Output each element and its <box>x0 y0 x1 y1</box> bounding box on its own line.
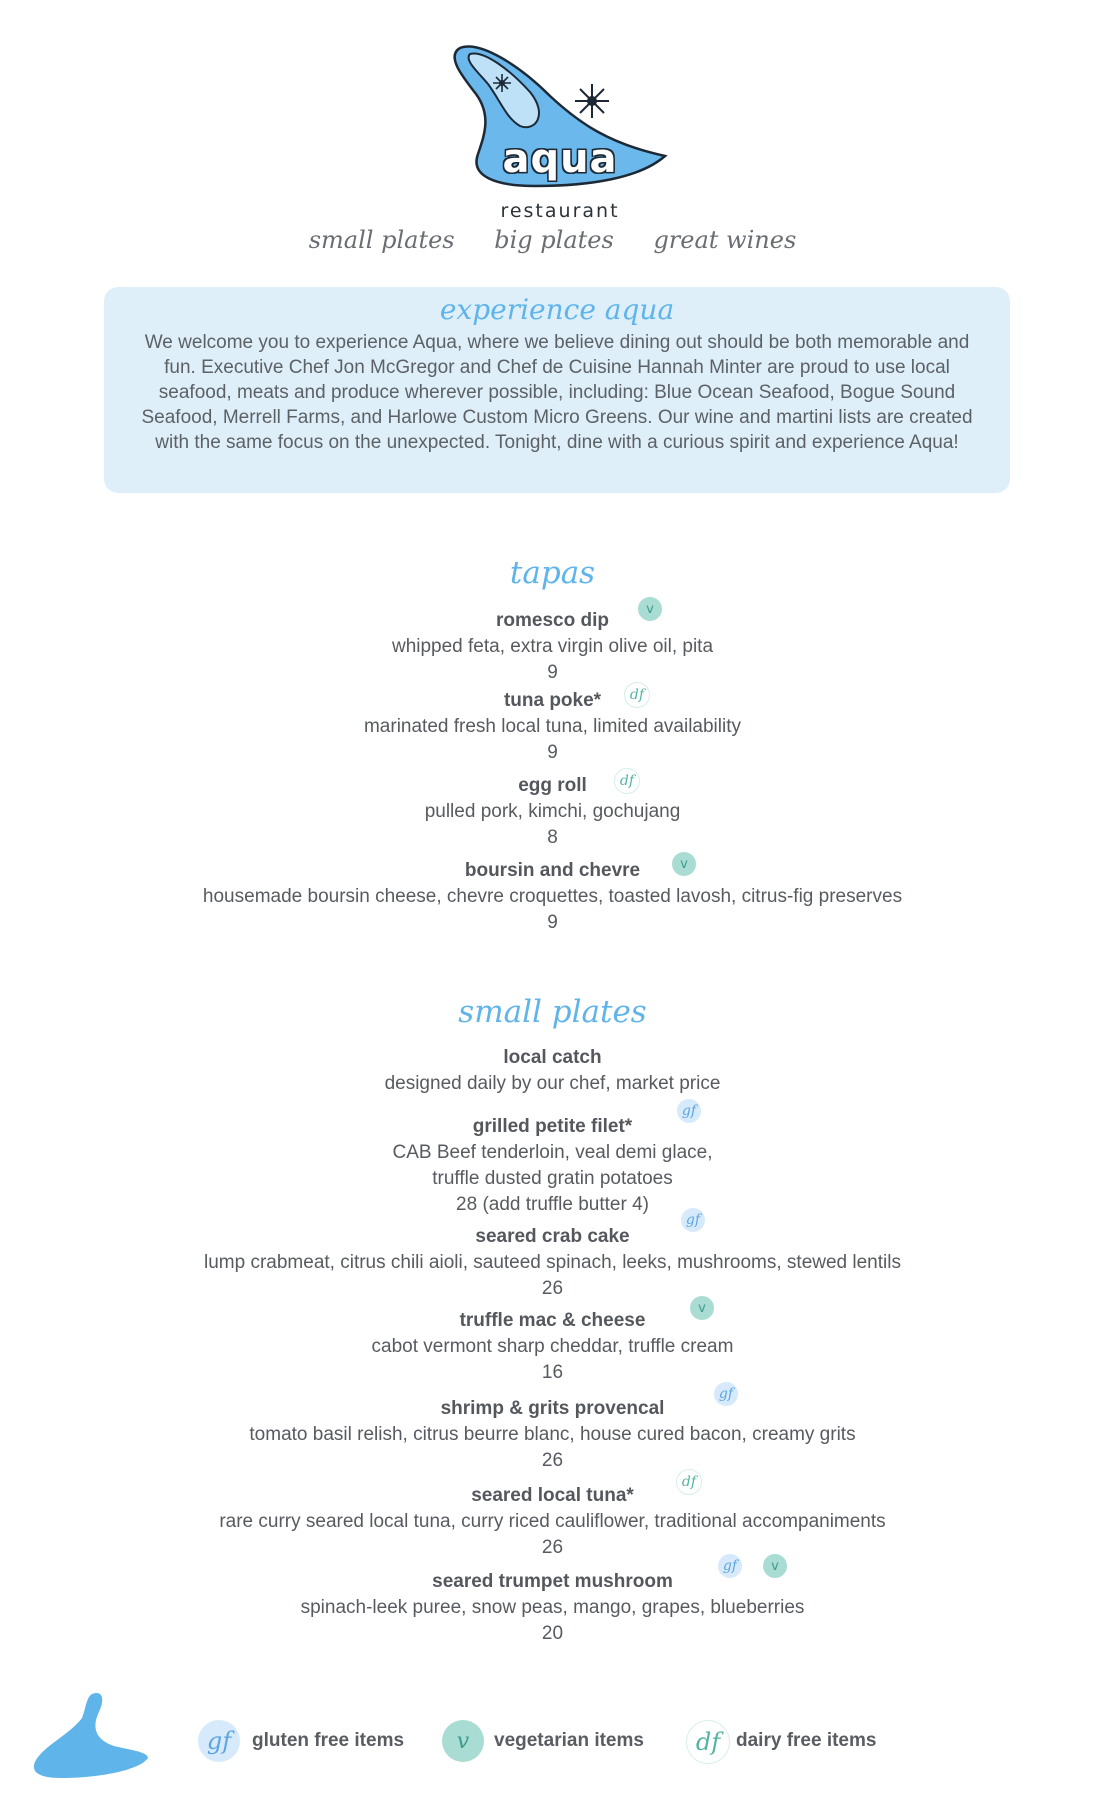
gluten-free-badge-icon: gf <box>677 1099 701 1123</box>
gluten-free-badge-icon: gf <box>681 1208 705 1232</box>
gluten-free-badge-icon: gf <box>714 1382 738 1406</box>
vegetarian-badge-icon: v <box>442 1720 484 1762</box>
menu-item <box>0 1114 1105 1218</box>
logo-wordmark: aqua <box>502 136 618 182</box>
tagline-item: big plates <box>494 226 614 254</box>
menu-item <box>0 1483 1105 1561</box>
item-price: 9 <box>547 912 558 933</box>
item-description: tomato basil relish, citrus beurre blanc, house cured bacon, creamy grits <box>249 1424 856 1445</box>
item-description-line2: truffle dusted gratin potatoes <box>432 1168 673 1189</box>
item-name: egg roll <box>518 775 587 796</box>
logo <box>440 36 680 236</box>
item-description: pulled pork, kimchi, gochujang <box>424 801 681 822</box>
tagline <box>0 226 1105 254</box>
legend-label: vegetarian items <box>494 1730 644 1751</box>
item-price: 20 <box>541 1623 564 1644</box>
tagline-item: small plates <box>308 226 455 254</box>
dairy-free-badge-icon: df <box>686 1720 730 1764</box>
menu-item <box>0 688 1105 766</box>
dietary-legend <box>0 1720 1105 1780</box>
item-price: 26 <box>541 1450 564 1471</box>
item-price: 26 <box>541 1278 564 1299</box>
intro-panel <box>104 287 1010 493</box>
item-price: 8 <box>547 827 558 848</box>
item-description: cabot vermont sharp cheddar, truffle cream <box>371 1336 734 1357</box>
item-name: seared trumpet mushroom <box>432 1571 673 1592</box>
item-name: shrimp & grits provencal <box>440 1398 665 1419</box>
menu-item <box>0 1569 1105 1647</box>
item-name: truffle mac & cheese <box>459 1310 646 1331</box>
item-name: boursin and chevre <box>464 860 641 881</box>
gluten-free-badge-icon: gf <box>198 1720 240 1762</box>
item-price: 9 <box>547 742 558 763</box>
item-name: seared local tuna* <box>471 1485 634 1506</box>
menu-item <box>0 773 1105 851</box>
item-description: lump crabmeat, citrus chili aioli, sauteed spinach, leeks, mushrooms, stewed lentils <box>204 1252 901 1273</box>
dairy-free-badge-icon: df <box>614 768 640 794</box>
legend-label: dairy free items <box>736 1730 877 1751</box>
item-name: grilled petite filet* <box>472 1116 633 1137</box>
menu-item <box>0 1045 1105 1097</box>
item-description: whipped feta, extra virgin olive oil, pita <box>391 636 714 657</box>
logo-subtitle: restaurant <box>500 200 620 222</box>
tagline-item: great wines <box>653 226 797 254</box>
gluten-free-badge-icon: gf <box>718 1554 742 1578</box>
menu-item <box>0 1308 1105 1386</box>
item-name: tuna poke* <box>503 690 602 711</box>
vegetarian-badge-icon: v <box>763 1554 787 1578</box>
item-description: designed daily by our chef, market price <box>384 1073 721 1094</box>
item-description: housemade boursin cheese, chevre croquettes, toasted lavosh, citrus-fig preserves <box>202 886 903 907</box>
item-name: local catch <box>503 1047 602 1068</box>
item-price: 9 <box>547 662 558 683</box>
item-description: spinach-leek puree, snow peas, mango, grapes, blueberries <box>300 1597 805 1618</box>
menu-item <box>0 1224 1105 1302</box>
item-name: romesco dip <box>496 610 609 631</box>
dairy-free-badge-icon: df <box>676 1469 702 1495</box>
item-description: rare curry seared local tuna, curry riced cauliflower, traditional accompaniments <box>219 1511 886 1532</box>
intro-text: We welcome you to experience Aqua, where we believe dining out should be both memorable and fun. Executive Chef Jon McGregor and Chef de Cuisine Hannah Minter are proud to use local seafood, meats and produce wherever possible, including: Blue Ocean Seafood, Bogue Sound Seafood, Merrell Farms, and Harlowe Custom Micro Greens. Our wine and martini lists are created with the same focus on the unexpected. Tonight, dine with a curious spirit and experience Aqua! <box>141 332 973 453</box>
vegetarian-badge-icon: v <box>638 597 662 621</box>
menu-item <box>0 1396 1105 1474</box>
section-title-small-plates: small plates <box>458 994 647 1030</box>
vegetarian-badge-icon: v <box>690 1296 714 1320</box>
legend-label: gluten free items <box>252 1730 405 1751</box>
item-price: 16 <box>541 1362 564 1383</box>
vegetarian-badge-icon: v <box>672 852 696 876</box>
dairy-free-badge-icon: df <box>624 682 650 708</box>
section-title-tapas: tapas <box>509 555 596 591</box>
item-description: marinated fresh local tuna, limited availability <box>363 716 741 737</box>
menu-item <box>0 608 1105 686</box>
intro-title: experience aqua <box>439 293 675 326</box>
item-price: 26 <box>541 1537 564 1558</box>
item-name: seared crab cake <box>475 1226 630 1247</box>
menu-item <box>0 858 1105 936</box>
item-price: 28 (add truffle butter 4) <box>456 1194 649 1215</box>
item-description: CAB Beef tenderloin, veal demi glace, <box>392 1142 713 1163</box>
